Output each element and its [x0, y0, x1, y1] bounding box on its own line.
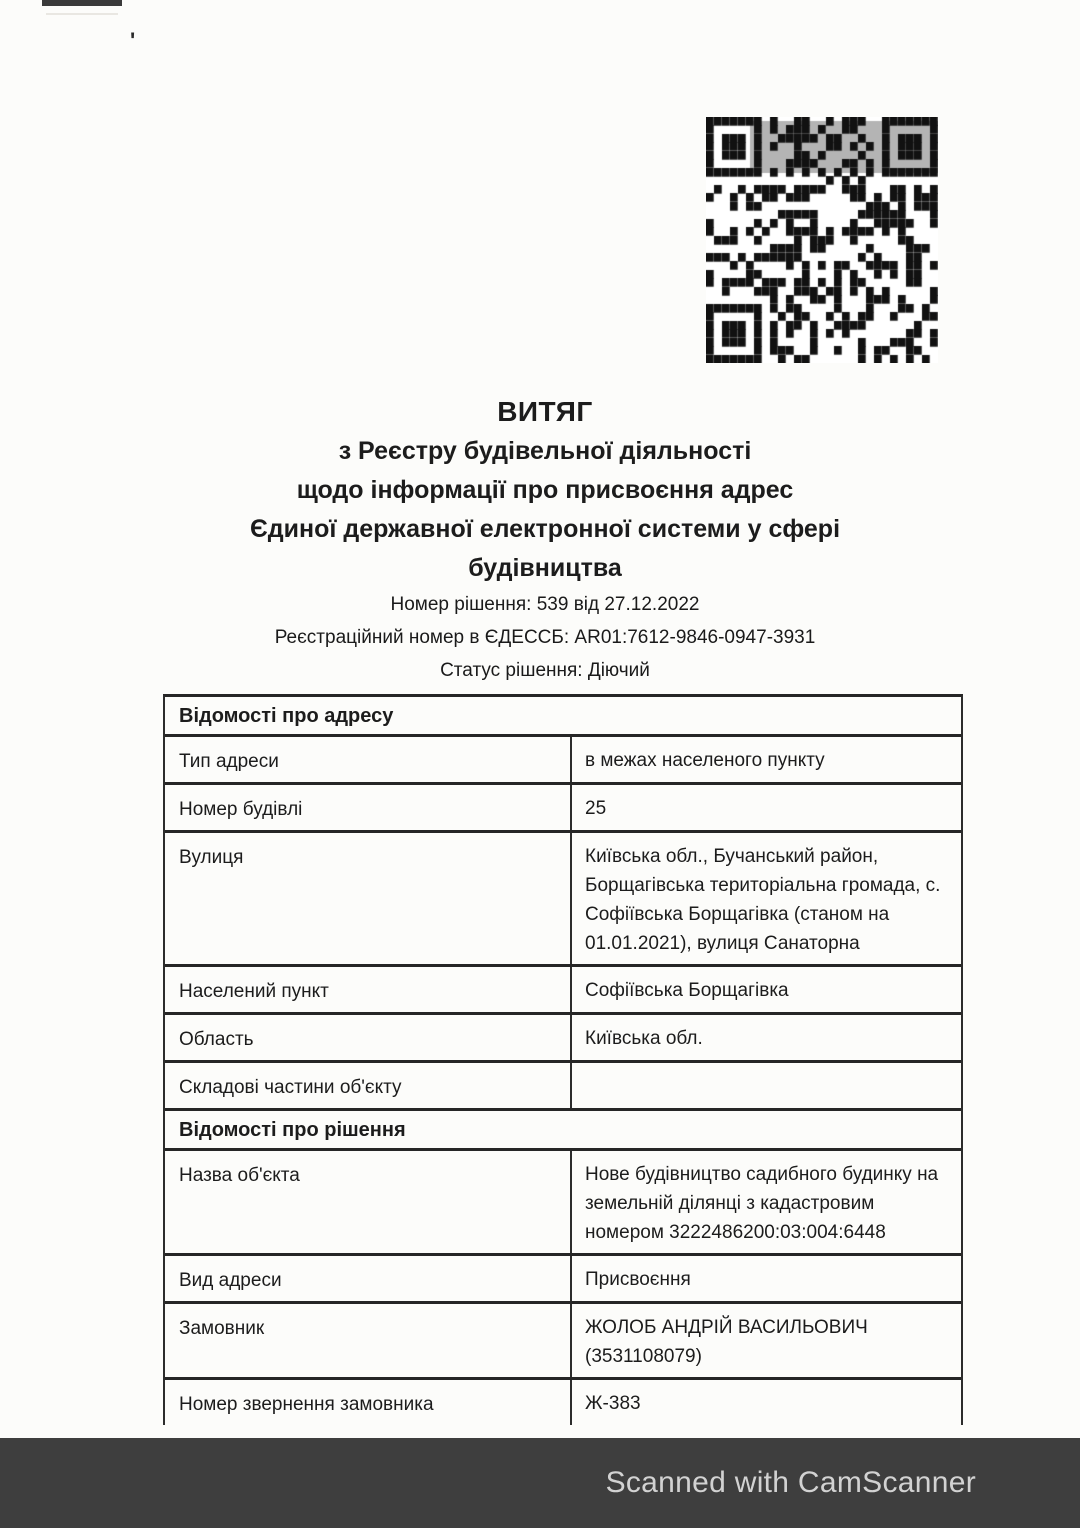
- scan-artifact-bar: [42, 0, 122, 6]
- table-row: [165, 1380, 961, 1425]
- table-row: [165, 833, 961, 967]
- table-section-header: [165, 697, 961, 737]
- table-row: [165, 1015, 961, 1063]
- title-line-5: будівництва: [468, 554, 622, 582]
- section-title: Відомості про адресу: [179, 705, 394, 727]
- row-value: Присвоєння: [570, 1256, 961, 1301]
- title-line-3: щодо інформації про присвоєння адрес: [296, 476, 794, 504]
- row-label: Номер звернення замовника: [179, 1394, 434, 1415]
- table-row: [165, 967, 961, 1015]
- row-value: в межах населеного пункту: [570, 737, 961, 782]
- table-row: [165, 737, 961, 785]
- row-value: Київська обл., Бучанський район, Борщагівська територіальна громада, с. Софіївська Борщагівка (станом на 01.01.2021), вулиця Санаторна: [570, 833, 961, 964]
- title-line-2: з Реєстру будівельної діяльності: [338, 437, 752, 465]
- row-value: Ж-383: [570, 1380, 961, 1425]
- row-label: Область: [179, 1029, 254, 1050]
- row-label: Вулиця: [179, 847, 244, 868]
- row-label: Назва об'єкта: [179, 1165, 300, 1186]
- camscanner-footer-band: [0, 1438, 1080, 1528]
- decision-meta: [0, 588, 1080, 687]
- table-row: [165, 1304, 961, 1380]
- address-info-table: [163, 694, 963, 1425]
- scan-artifact-line: [46, 13, 118, 15]
- table-section-header: [165, 1111, 961, 1151]
- table-row: [165, 1151, 961, 1256]
- row-label: Номер будівлі: [179, 799, 303, 820]
- section-title: Відомості про рішення: [179, 1119, 406, 1141]
- row-label: Складові частини об'єкту: [179, 1077, 402, 1098]
- row-label: Вид адреси: [179, 1270, 282, 1291]
- row-value: 25: [570, 785, 961, 830]
- table-row: [165, 785, 961, 833]
- document-title: [0, 392, 1080, 588]
- decision-status: Статус рішення: Діючий: [440, 660, 650, 681]
- scan-stray-mark: ': [130, 28, 136, 53]
- title-line-1: ВИТЯГ: [497, 396, 593, 427]
- row-value: Софіївська Борщагівка: [570, 967, 961, 1012]
- row-label: Тип адреси: [179, 751, 279, 772]
- title-line-4: Єдиної державної електронної системи у сфері: [249, 515, 841, 543]
- row-value: [570, 1063, 961, 1108]
- camscanner-watermark: Scanned with CamScanner: [605, 1466, 976, 1499]
- table-row: [165, 1063, 961, 1111]
- row-value: Нове будівництво садибного будинку на земельній ділянці з кадастровим номером 3222486200:03:004:6448: [570, 1151, 961, 1253]
- row-value: Київська обл.: [570, 1015, 961, 1060]
- registration-number: Реєстраційний номер в ЄДЕССБ: AR01:7612-9846-0947-3931: [274, 627, 816, 648]
- row-label: Населений пункт: [179, 981, 329, 1002]
- qr-code-image: [706, 117, 938, 363]
- table-row: [165, 1256, 961, 1304]
- row-value: ЖОЛОБ АНДРІЙ ВАСИЛЬОВИЧ (3531108079): [570, 1304, 961, 1377]
- row-label: Замовник: [179, 1318, 265, 1339]
- qr-code: [706, 117, 938, 363]
- decision-number: Номер рішення: 539 від 27.12.2022: [390, 594, 700, 615]
